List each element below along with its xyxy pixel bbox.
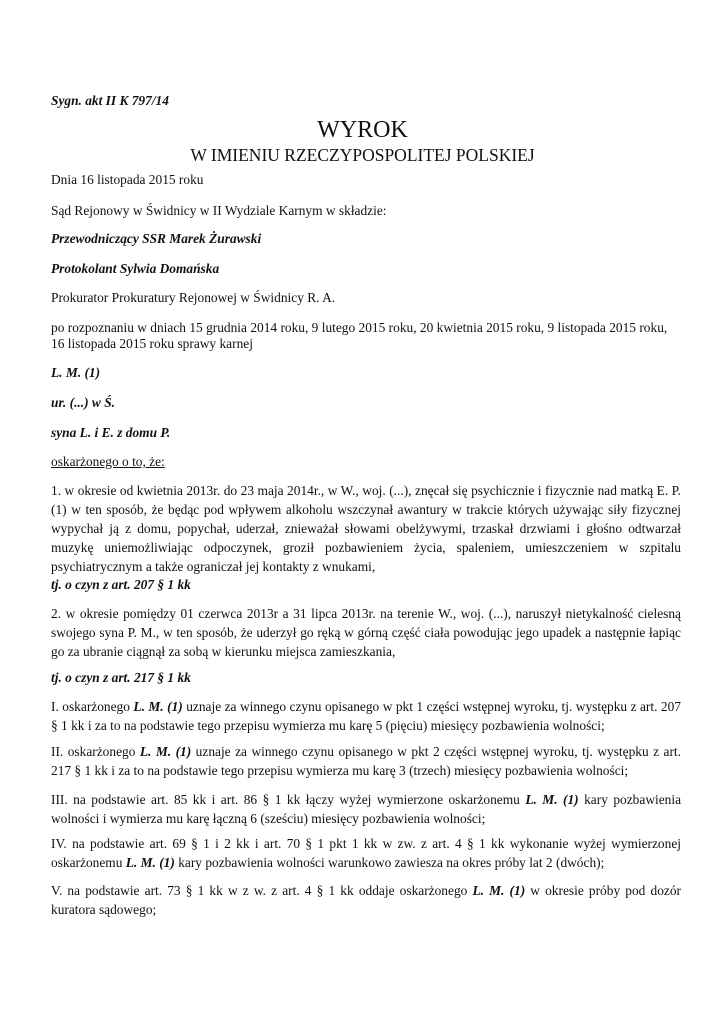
verdict-point-1 (51, 697, 681, 735)
verdict-point-3 (51, 790, 681, 828)
verdict-3-part-c: kary pozbawienia wolności i wymierza mu karę łączną 6 (sześciu) miesięcy pozbawienia wolności; (51, 792, 682, 826)
verdict-point-4 (51, 834, 681, 872)
verdict-4-defendant: L. M. (1) (125, 855, 175, 870)
court-line: Sąd Rejonowy w Świdnicy w II Wydziale Karnym w składzie: (51, 203, 387, 218)
verdict-4-part-a: IV. na podstawie art. 69 § 1 i 2 kk i art. 70 § 1 pkt 1 kk w zw. z art. 4 § 1 kk wykonanie wyżej wymierzonej oskarżonemu (51, 836, 681, 870)
verdict-point-2 (51, 742, 681, 780)
hearing-line-2: 16 listopada 2015 roku sprawy karnej (51, 336, 253, 351)
verdict-3-part-a: III. na podstawie art. 85 kk i art. 86 § 1 kk łączy wyżej wymierzone oskarżonemu (51, 792, 526, 807)
verdict-1-part-c: uznaje za winnego czynu opisanego w pkt 1 części wstępnej wyroku, tj. występku z art. 207 § 1 kk i za to na podstawie tego przepisu wymierza mu karę 5 (pięciu) miesięcy pozbawienia wolności; (51, 699, 681, 733)
accused-of-heading: oskarżonego o to, że: (51, 454, 165, 469)
verdict-2-defendant: L. M. (1) (139, 744, 192, 759)
verdict-5-defendant: L. M. (1) (472, 883, 526, 898)
verdict-2-part-a: II. oskarżonego (51, 744, 140, 759)
verdict-5-part-c: w okresie próby pod dozór kuratora sądowego; (51, 883, 681, 917)
defendant-parents: syna L. i E. z domu P. (51, 425, 171, 440)
verdict-1-part-a: I. oskarżonego (51, 699, 134, 714)
defendant-name: L. M. (1) (51, 365, 101, 380)
date-line: Dnia 16 listopada 2015 roku (51, 172, 204, 187)
document-title: WYROK (317, 117, 408, 143)
prosecutor-line: Prokurator Prokuratury Rejonowej w Świdnicy R. A. (51, 290, 336, 305)
verdict-4-part-c: kary pozbawienia wolności warunkowo zawiesza na okres próby lat 2 (dwóch); (174, 855, 605, 870)
verdict-point-5 (51, 881, 681, 919)
case-signature: Sygn. akt II K 797/14 (51, 93, 169, 108)
verdict-1-defendant: L. M. (1) (133, 699, 183, 714)
verdict-2-part-c: uznaje za winnego czynu opisanego w pkt 2 części wstępnej wyroku, tj. występku z art. 217 § 1 kk i za to na podstawie tego przepisu wymierza mu karę 3 (trzech) miesięcy pozbawienia wolności; (51, 744, 682, 778)
chairman-line: Przewodniczący SSR Marek Żurawski (51, 231, 262, 246)
accused-of-wrap (51, 452, 681, 471)
charge-1-qualification: tj. o czyn z art. 207 § 1 kk (51, 577, 191, 592)
verdict-5-part-a: V. na podstawie art. 73 § 1 kk w z w. z art. 4 § 1 kk oddaje oskarżonego (51, 883, 473, 898)
verdict-3-defendant: L. M. (1) (525, 792, 579, 807)
clerk-line: Protokolant Sylwia Domańska (51, 261, 220, 276)
charge-2-text: 2. w okresie pomiędzy 01 czerwca 2013r a 31 lipca 2013r. na terenie W., woj. (...), naruszył nietykalność cielesną swojego syna P. M., w ten sposób, że uderzył go ręką w górną część ciała powodując jego upadek a następnie łapiąc go za ubranie ciągnął za sobą w kierunku miejsca zamieszkania, (51, 606, 681, 659)
hearing-line-1: po rozpoznaniu w dniach 15 grudnia 2014 roku, 9 lutego 2015 roku, 20 kwietnia 2015 roku, 9 listopada 2015 roku, (51, 320, 668, 335)
charge-1-text: 1. w okresie od kwietnia 2013r. do 23 maja 2014r., w W., woj. (...), znęcał się psychicznie i fizycznie nad matką E. P. (1) w ten sposób, że będąc pod wpływem alkoholu wszczynał awantury w trakcie których używając siły fizycznej wypychał ją z domu, popychał, uderzał, znieważał słowami obelżywymi, trzaskał drzwiami i głośno odtwarzał muzykę uniemożliwiając odpoczynek, groził pozbawieniem życia, spaleniem, umieszczeniem w szpitalu psychiatrycznym a także ograniczał jej kontakty z wnukami, (51, 483, 681, 574)
defendant-birth: ur. (...) w Ś. (51, 395, 115, 410)
document-subtitle: W IMIENIU RZECZYPOSPOLITEJ POLSKIEJ (190, 145, 535, 165)
charge-2-qualification: tj. o czyn z art. 217 § 1 kk (51, 670, 191, 685)
